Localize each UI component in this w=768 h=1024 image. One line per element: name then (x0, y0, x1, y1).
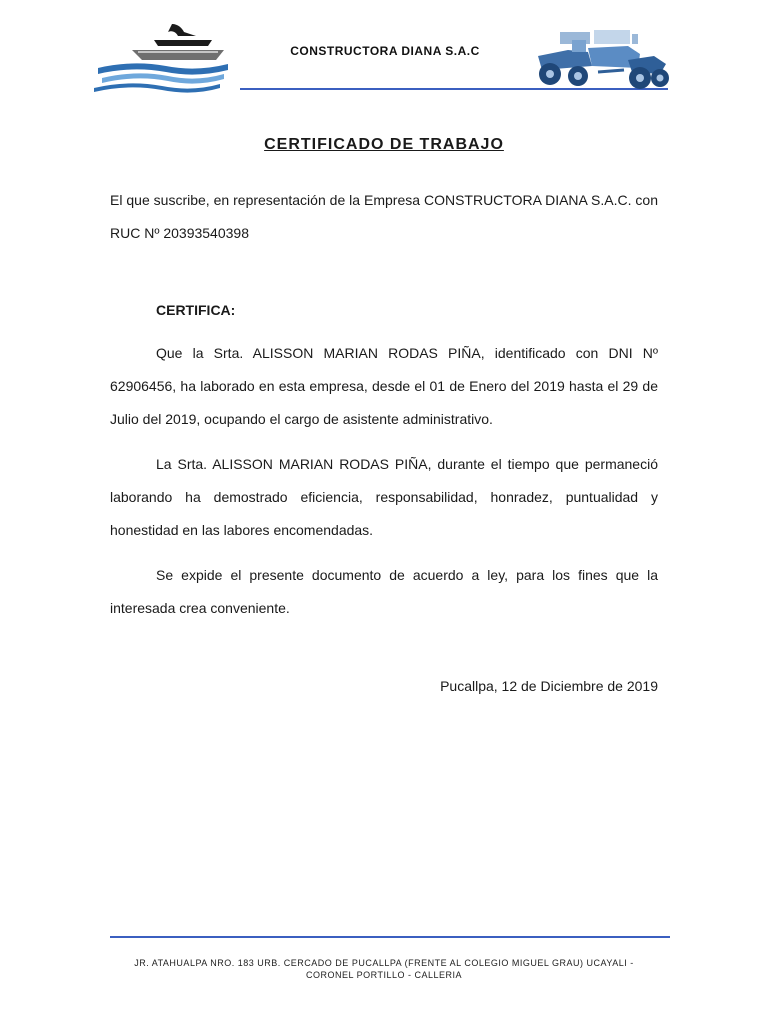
closing-paragraph: Se expide el presente documento de acuerdo a ley, para los fines que la interesada crea conveniente. (110, 567, 658, 616)
boat-waves-logo-icon (92, 22, 232, 96)
intro-paragraph: El que suscribe, en representación de la Empresa CONSTRUCTORA DIANA S.A.C. con RUC Nº 20393540398 (110, 192, 658, 241)
document-title: CERTIFICADO DE TRABAJO (264, 136, 504, 153)
company-name: CONSTRUCTORA DIANA S.A.C (290, 44, 480, 58)
employment-paragraph: Que la Srta. ALISSON MARIAN RODAS PIÑA, identificado con DNI Nº 62906456, ha laborado en esta empresa, desde el 01 de Enero del 2019 hasta el 29 de Julio del 2019, ocupando el cargo de asistente administrativo. (110, 345, 658, 427)
performance-paragraph: La Srta. ALISSON MARIAN RODAS PIÑA, durante el tiempo que permaneció laborando ha demostrado eficiencia, responsabilidad, honradez, puntualidad y honestidad en las labores encomendadas. (110, 456, 658, 538)
place-date: Pucallpa, 12 de Diciembre de 2019 (440, 678, 658, 694)
footer-address (110, 957, 658, 981)
certifica-label: CERTIFICA: (156, 302, 236, 318)
construction-machinery-logo-icon (528, 26, 673, 98)
footer-address-line-2: CORONEL PORTILLO - CALLERIA (305, 970, 463, 980)
letterhead (0, 0, 768, 100)
footer-address-line-1: JR. ATAHUALPA NRO. 183 URB. CERCADO DE PUCALLPA (FRENTE AL COLEGIO MIGUEL GRAU) UCAYALI - (134, 958, 634, 968)
footer-divider (110, 936, 670, 938)
